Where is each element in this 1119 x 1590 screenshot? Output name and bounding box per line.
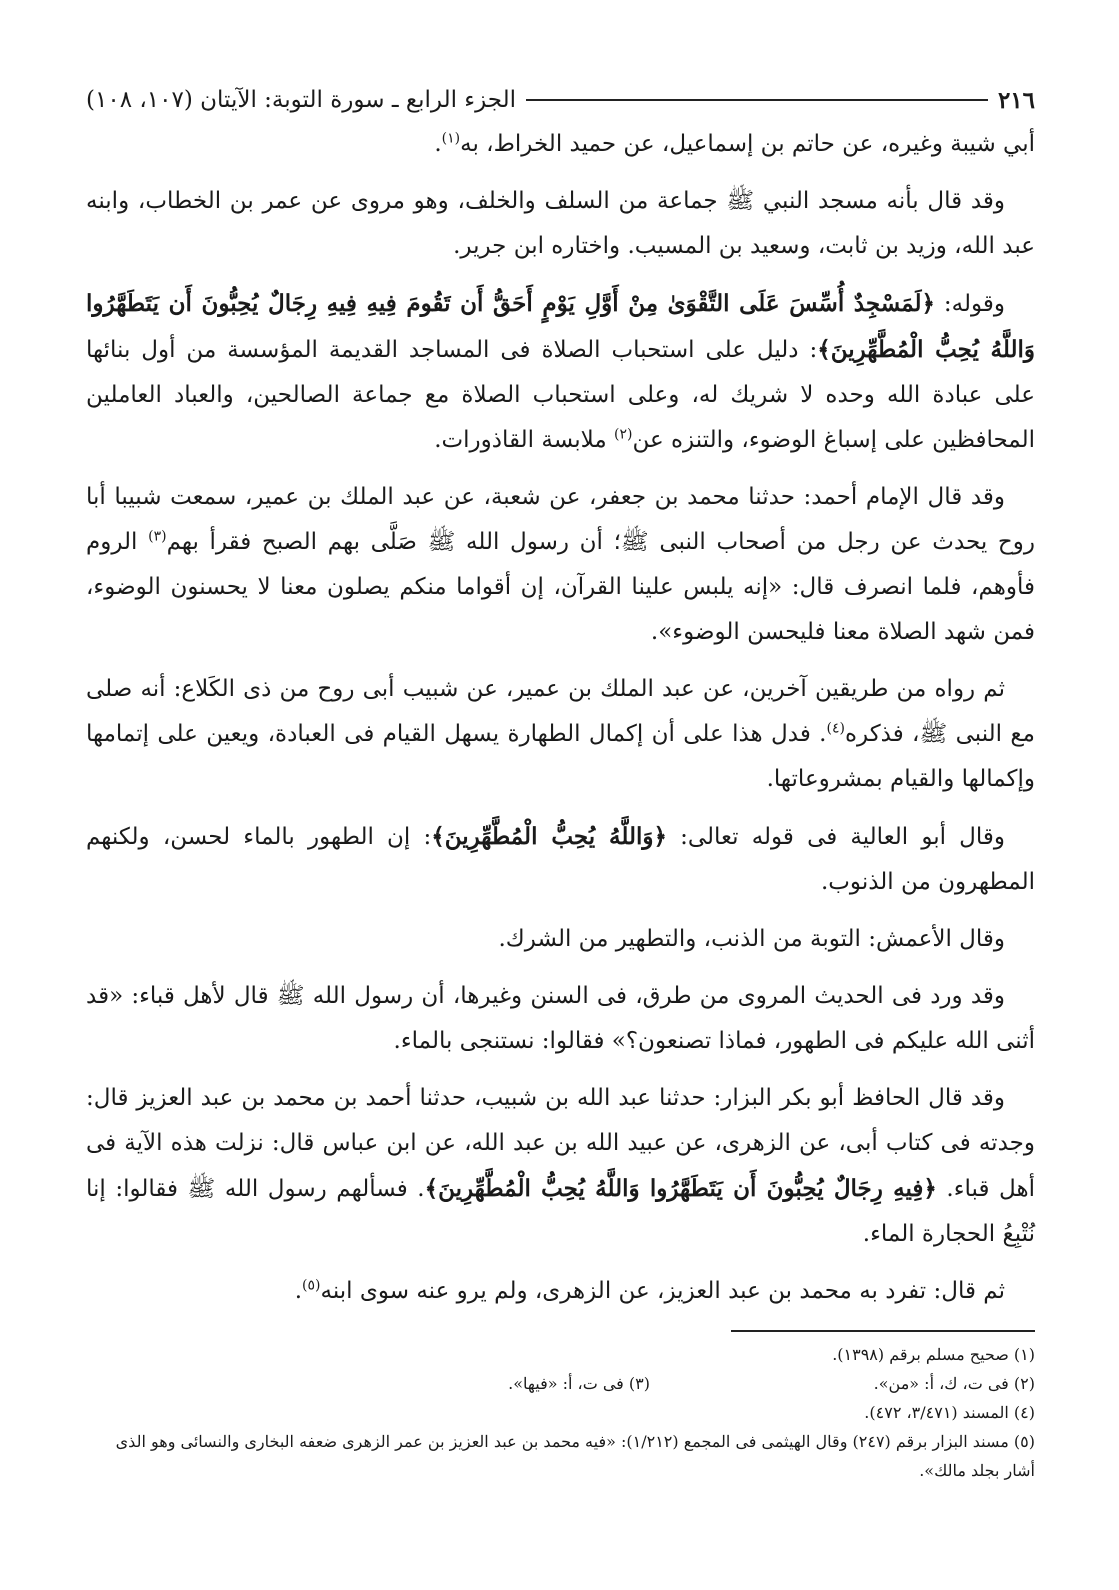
paragraph: وقد قال الحافظ أبو بكر البزار: حدثنا عبد الله بن شبيب، حدثنا أحمد بن محمد بن عبد العزيز قال: وجدته فى كتاب أبى، عن الزهرى، عن عبيد الله بن عبد الله، عن ابن عباس قال: نزلت هذه الآية فى أهل قباء. ﴿فِيهِ رِجَالٌ يُحِبُّونَ أَن يَتَطَهَّرُوا وَاللَّهُ يُحِبُّ الْمُطَّهِّرِينَ﴾. فسألهم رسول الله ﷺ فقالوا: إنا نُتْبِعُ الحجارة الماء.: [86, 1085, 1035, 1247]
header-rule: [526, 99, 988, 101]
paragraph: وقال الأعمش: التوبة من الذنب، والتطهير من الشرك.: [498, 926, 1005, 952]
footnote-ref: (١): [441, 130, 461, 147]
paragraph: ثم رواه من طريقين آخرين، عن عبد الملك بن عمير، عن شبيب أبى روح من ذى الكَلاع: أنه صلى مع النبى ﷺ، فذكره$^{(٤)}$. فدل هذا على أن إكمال الطهارة يسهل القيام فى العبادة، ويعين على إتمامها وإكمالها والقيام بمشروعاتها.: [86, 676, 1035, 792]
paragraph: أبي شيبة وغيره، عن حاتم بن إسماعيل، عن حميد الخراط، به$^{(١)}$.: [434, 130, 1035, 157]
paragraph: وقد قال بأنه مسجد النبي ﷺ جماعة من السلف والخلف، وهو مروى عن عمر بن الخطاب، وابنه عبد الله، وزيد بن ثابت، وسعيد بن المسيب. واختاره ابن جرير.: [86, 188, 1035, 259]
header-title: الجزء الرابع ـ سورة التوبة: الآيتان (١٠٧، ١٠٨): [86, 87, 517, 113]
quran-verse: ﴿لَمَسْجِدٌ أُسِّسَ عَلَى التَّقْوَىٰ مِنْ أَوَّلِ يَوْمٍ أَحَقُّ أَن تَقُومَ فِيهِ فِيهِ رِجَالٌ يُحِبُّونَ أَن يَتَطَهَّرُوا وَاللَّهُ يُحِبُّ الْمُطَّهِّرِينَ﴾: [86, 290, 1036, 363]
footnote-1: (١) صحيح مسلم برقم (١٣٩٨).: [832, 1345, 1035, 1364]
footnotes: [86, 1340, 1035, 1485]
footnote-ref: (٢): [613, 426, 633, 443]
footnote-ref: (٥): [302, 1277, 321, 1294]
page-number: ٢١٦: [997, 86, 1035, 114]
footnote-3: (٣) فى ت، أ: «فيها».: [508, 1374, 650, 1393]
footnote-4: (٤) المسند (٣/٤٧١، ٤٧٢).: [864, 1403, 1035, 1422]
footnote-2: (٢) فى ت، ك، أ: «من».: [873, 1374, 1035, 1393]
quran-verse: ﴿فِيهِ رِجَالٌ يُحِبُّونَ أَن يَتَطَهَّرُوا وَاللَّهُ يُحِبُّ الْمُطَّهِّرِينَ﴾: [424, 1175, 937, 1202]
footnote-row: [86, 1369, 1035, 1398]
main-text: [86, 122, 1035, 1314]
quran-verse: ﴿وَاللَّهُ يُحِبُّ الْمُطَّهِّرِينَ﴾: [431, 823, 667, 850]
running-header: [86, 78, 1035, 122]
footnote-ref: (٣): [148, 528, 167, 545]
footnote-separator: [731, 1330, 1035, 1332]
paragraph: وقوله: ﴿لَمَسْجِدٌ أُسِّسَ عَلَى التَّقْوَىٰ مِنْ أَوَّلِ يَوْمٍ أَحَقُّ أَن تَقُومَ فِيهِ فِيهِ رِجَالٌ يُحِبُّونَ أَن يَتَطَهَّرُوا وَاللَّهُ يُحِبُّ الْمُطَّهِّرِينَ﴾: دليل على استحباب الصلاة فى المساجد القديمة المؤسسة من أول بنائها على عبادة الله وحده لا شريك له، وعلى استحباب الصلاة مع جماعة الصالحين، والعباد العاملين المحافظين على إسباغ الوضوء، والتنزه عن$^{(٢)}$ ملابسة القاذورات.: [86, 290, 1036, 453]
footnote-ref: (٤): [826, 720, 845, 737]
footnote-5: (٥) مسند البزار برقم (٢٤٧) وقال الهيثمى فى المجمع (١/٢١٢): «فيه محمد بن عبد العزيز بن عمر الزهرى ضعفه البخارى والنسائى وهو الذى أشار بجلد مالك».: [115, 1432, 1035, 1480]
paragraph: وقد ورد فى الحديث المروى من طرق، فى السنن وغيرها، أن رسول الله ﷺ قال لأهل قباء: «قد أثنى الله عليكم فى الطهور، فماذا تصنعون؟» فقالوا: نستنجى بالماء.: [86, 983, 1035, 1054]
paragraph: وقد قال الإمام أحمد: حدثنا محمد بن جعفر، عن شعبة، عن عبد الملك بن عمير، سمعت شبيبا أبا روح يحدث عن رجل من أصحاب النبى ﷺ؛ أن رسول الله ﷺ صَلَّى بهم الصبح فقرأ بهم$^{(٣)}$ الروم فأوهم، فلما انصرف قال: «إنه يلبس علينا القرآن، إن أقواما منكم يصلون معنا لا يحسنون الوضوء، فمن شهد الصلاة معنا فليحسن الوضوء».: [86, 484, 1035, 645]
paragraph: ثم قال: تفرد به محمد بن عبد العزيز، عن الزهرى، ولم يرو عنه سوى ابنه$^{(٥)}$.: [294, 1277, 1005, 1304]
paragraph: وقال أبو العالية فى قوله تعالى: ﴿وَاللَّهُ يُحِبُّ الْمُطَّهِّرِينَ﴾: إن الطهور بالماء لحسن، ولكنهم المطهرون من الذنوب.: [86, 823, 1035, 895]
